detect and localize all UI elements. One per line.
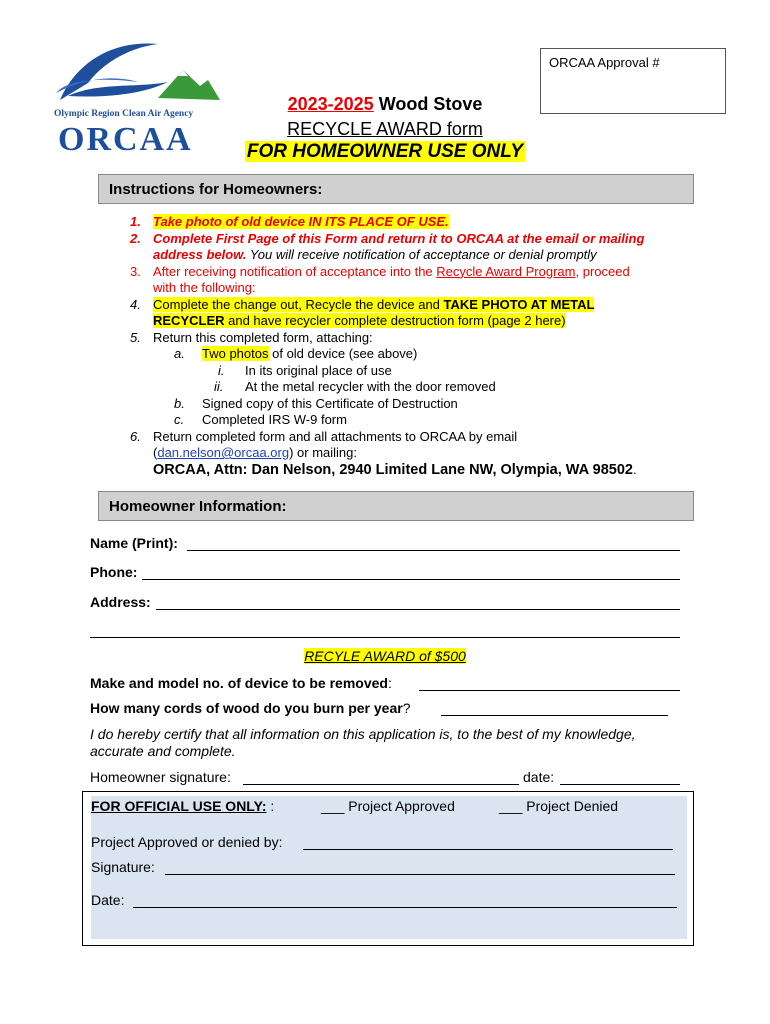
step-5b: [100, 396, 700, 413]
homeowner-date-line[interactable]: [560, 784, 680, 785]
address-line-2[interactable]: [90, 637, 680, 638]
title-rest: Wood Stove: [373, 94, 483, 114]
step-text: RECYCLER: [153, 313, 225, 328]
official-heading-colon: :: [266, 798, 275, 814]
step-4: [100, 297, 700, 330]
approved-by-line[interactable]: [303, 849, 673, 850]
homeowner-signature-line[interactable]: [243, 784, 519, 785]
logo-org-name: Olympic Region Clean Air Agency: [54, 109, 194, 119]
project-approved-option[interactable]: ___ Project Approved: [321, 798, 455, 814]
official-use-background: [91, 796, 687, 939]
name-label: Name (Print):: [90, 535, 178, 551]
email-link[interactable]: dan.nelson@orcaa.org: [157, 445, 290, 460]
instructions-list: [100, 214, 700, 478]
step-text: address below.: [153, 247, 247, 262]
step-text: Return this completed form, attaching:: [153, 329, 373, 345]
step-text: Complete First Page of this Form and return it to ORCAA at the email or mailing: [153, 230, 645, 246]
homeowner-heading: Homeowner Information:: [109, 498, 287, 515]
step-text: Complete the change out, Recycle the device and: [153, 296, 444, 312]
homeowner-heading-bar: [98, 491, 694, 521]
audience-banner: [200, 141, 570, 163]
step-number: 4.: [130, 296, 141, 312]
step-5c: [100, 412, 700, 429]
step-text: (: [153, 445, 158, 460]
step-text: You will receive notification of acceptance or denial promptly: [246, 247, 597, 262]
make-model-field[interactable]: [90, 675, 680, 691]
make-model-line[interactable]: [419, 690, 680, 691]
homeowner-signature-label: Homeowner signature:: [90, 769, 231, 785]
step-5: [100, 330, 700, 347]
recycle-award-program-link[interactable]: Recycle Award Program: [436, 263, 576, 279]
step-text: .: [632, 461, 637, 477]
step-text: After receiving notification of acceptance into the: [153, 263, 437, 279]
official-date-label: Date:: [91, 892, 125, 908]
step-3: [100, 264, 700, 297]
step-text: TAKE PHOTO AT METAL: [443, 296, 595, 312]
cords-label: How many cords of wood do you burn per year: [90, 700, 403, 716]
homeowner-date-label: date:: [523, 769, 555, 785]
step-text: of old device (see above): [268, 346, 418, 361]
step-text: Return completed form and all attachments to ORCAA by email: [153, 428, 518, 444]
form-title: [200, 94, 570, 115]
form-subtitle: RECYCLE AWARD form: [287, 119, 483, 139]
cords-field[interactable]: [90, 700, 680, 716]
step-number: 3.: [130, 263, 141, 279]
step-text: ) or mailing:: [289, 445, 357, 460]
approved-by-label: Project Approved or denied by:: [91, 834, 283, 850]
signature-field[interactable]: [90, 769, 680, 785]
address-field[interactable]: [90, 594, 680, 610]
cords-question-mark: ?: [402, 700, 411, 716]
mountain-logo-icon: [48, 38, 223, 158]
make-model-colon: :: [387, 675, 392, 691]
step-number: a.: [174, 346, 185, 361]
step-5a-ii: [100, 379, 700, 396]
certification-statement: I do hereby certify that all information on this application is, to the best of my knowledge, accurate and complete.: [90, 726, 636, 759]
phone-line[interactable]: [142, 579, 680, 580]
official-heading: [91, 798, 274, 814]
step-text: Signed copy of this Certificate of Destruction: [202, 395, 458, 411]
step-6: [100, 429, 700, 479]
step-number: 1.: [130, 214, 141, 229]
step-text: At the metal recycler with the door removed: [245, 379, 496, 394]
official-signature-line[interactable]: [165, 874, 675, 875]
step-text: Two photos: [202, 346, 269, 361]
address-line[interactable]: [156, 609, 680, 610]
official-signature-label: Signature:: [91, 859, 155, 875]
official-heading-text: FOR OFFICIAL USE ONLY:: [91, 798, 267, 814]
step-number: b.: [174, 395, 185, 411]
step-number: 2.: [130, 230, 141, 246]
step-1: [100, 214, 700, 231]
step-text: Take photo of old device IN ITS PLACE OF USE.: [153, 214, 449, 229]
instructions-heading-bar: [98, 174, 694, 204]
step-2: [100, 231, 700, 264]
mailing-address: ORCAA, Attn: Dan Nelson, 2940 Limited Lane NW, Olympia, WA 98502: [153, 461, 633, 478]
step-text: and have recycler complete destruction form (page 2 here): [224, 313, 566, 328]
award-text: RECYLE AWARD of $500: [304, 648, 466, 664]
title-years: 2023-2025: [287, 94, 374, 114]
phone-label: Phone:: [90, 564, 138, 580]
step-number: 6.: [130, 428, 141, 444]
step-number: c.: [174, 412, 185, 427]
step-text: Completed IRS W-9 form: [202, 412, 347, 427]
step-text: with the following:: [153, 280, 256, 295]
audience-text: FOR HOMEOWNER USE ONLY: [246, 141, 524, 162]
step-text: In its original place of use: [245, 362, 392, 378]
step-number: i.: [218, 362, 225, 378]
address-label: Address:: [90, 594, 151, 610]
name-line[interactable]: [187, 550, 680, 551]
official-use-box: [82, 791, 694, 946]
official-date-line[interactable]: [133, 907, 677, 908]
step-number: ii.: [214, 379, 224, 394]
step-5a: [100, 346, 700, 363]
phone-field[interactable]: [90, 564, 680, 580]
orcaa-logo: [48, 38, 223, 158]
step-5a-i: [100, 363, 700, 380]
step-text: , proceed: [575, 263, 630, 279]
award-amount: [90, 648, 680, 664]
cords-line[interactable]: [441, 715, 668, 716]
instructions-heading: Instructions for Homeowners:: [109, 181, 323, 198]
make-model-label: Make and model no. of device to be removed: [90, 675, 388, 691]
step-number: 5.: [130, 329, 141, 345]
project-denied-option[interactable]: ___ Project Denied: [499, 798, 619, 814]
approval-label: ORCAA Approval #: [549, 55, 660, 70]
logo-acronym: ORCAA: [58, 121, 193, 158]
name-field[interactable]: [90, 535, 680, 551]
